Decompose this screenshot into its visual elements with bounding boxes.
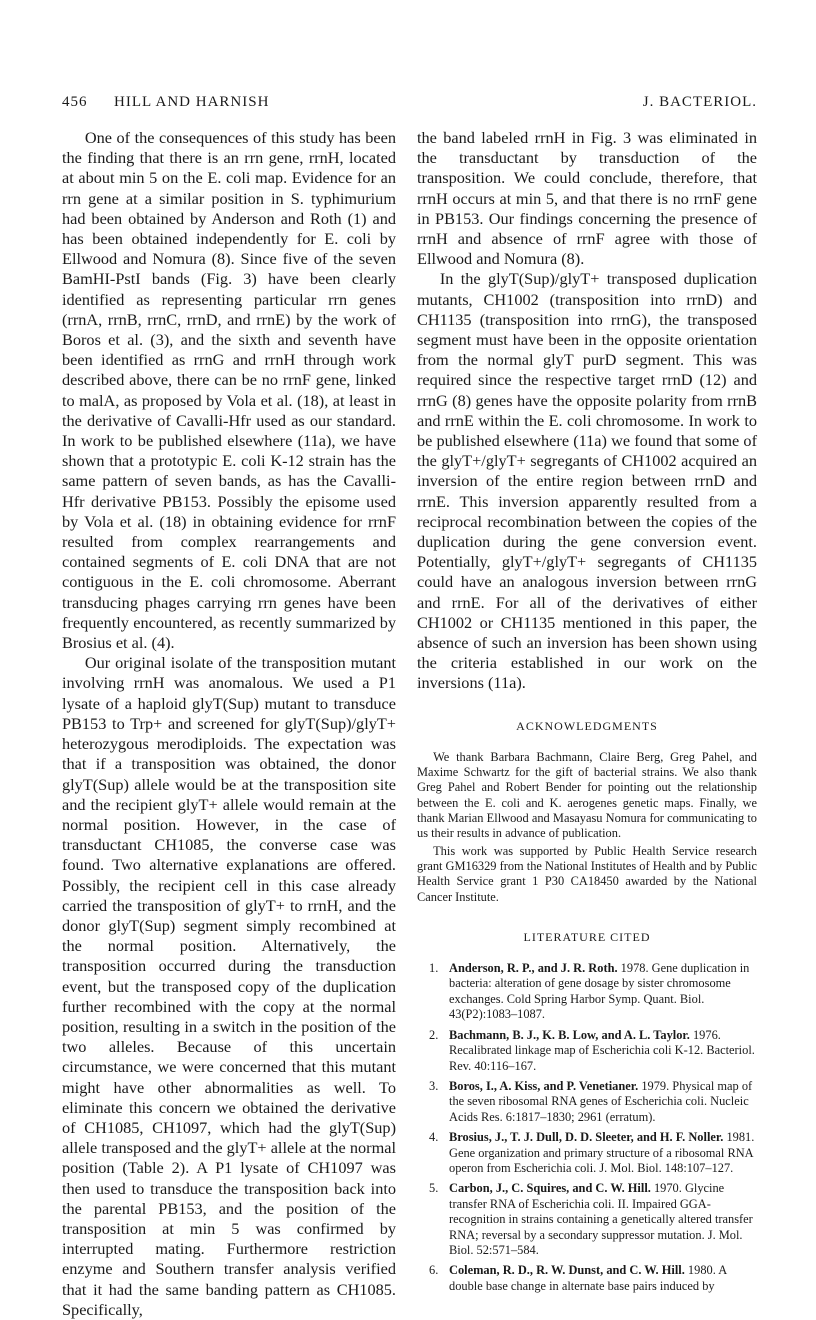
paragraph-continuation: the band labeled rrnH in Fig. 3 was eliminated in the transductant by transduction of the transposition. We could conclude, therefore, that rrnH occurs at min 5, and that there is no rrnF gene in PB153. Our findings concerning the presence of rrnH and absence of rrnF agree with those of Ellwood and Nomura (8). [417,128,757,269]
right-column [417,128,757,1299]
acknowledgments-section [417,750,757,905]
reference-list [417,961,757,1294]
funding-paragraph: This work was supported by Public Health Service research grant GM16329 from the National Institutes of Health and by Public Health Service grant 1 P30 CA18450 awarded by the National Cancer Institute. [417,843,757,904]
paragraph-inversion: In the glyT(Sup)/glyT+ transposed duplication mutants, CH1002 (transposition into rrnD) and CH1135 (transposition into rrnG), the transposed segment must have been in the opposite orientation from the normal glyT purD segment. This was required since the respective target rrnD (12) and rrnG (8) genes have the opposite polarity from rrnB and rrnE within the E. coli chromosome. In work to be published elsewhere (11a) we found that some of the glyT+/glyT+ segregants of CH1002 acquired an inversion of the entire region between rrnD and rrnE. This inversion apparently resulted from a reciprocal recombination between the copies of the duplication during the gene conversion event. Potentially, glyT+/glyT+ segregants of CH1135 could have an analogous inversion between rrnG and rrnE. For all of the derivatives of either CH1002 or CH1135 mentioned in this paper, the absence of such an inversion has been shown using the criteria established in our work on the inversions (11a). [417,269,757,693]
reference-item: 4. Brosius, J., T. J. Dull, D. D. Sleeter, and H. F. Noller. 1981. Gene organization and primary structure of a ribosomal RNA operon from Escherichia coli. J. Mol. Biol. 148:107–127. [429,1130,755,1175]
running-header [62,94,757,116]
reference-item: 6. Coleman, R. D., R. W. Dunst, and C. W. Hill. 1980. A double base change in alternate base pairs induced by [429,1263,727,1293]
acknowledgments-paragraph: We thank Barbara Bachmann, Claire Berg, Greg Pahel, and Maxime Schwartz for the gift of bacterial strains. We also thank Greg Pahel and Robert Bender for pointing out the relationship between the E. coli and K. aerogenes genetic maps. Finally, we thank Marian Ellwood and Masayasu Nomura for communicating to us their results in advance of publication. [417,749,757,841]
reference-item: 3. Boros, I., A. Kiss, and P. Venetianer. 1979. Physical map of the seven ribosomal RNA genes of Escherichia coli. Nucleic Acids Res. 6:1817–1830; 2961 (erratum). [429,1078,753,1124]
paragraph-original-isolate: Our original isolate of the transposition mutant involving rrnH was anomalous. We used a P1 lysate of a haploid glyT(Sup) mutant to transduce PB153 to Trp+ and screened for glyT(Sup)/glyT+ heterozygous merodiploids. The expectation was that if a transposition was obtained, the donor glyT(Sup) allele would be at the transposition site and the recipient glyT+ allele would remain at the normal position. However, in the case of transductant CH1085, the converse case was found. Two alternative explanations are offered. Possibly, the recipient cell in this case already carried the transposition of glyT+ to rrnH, and the donor glyT(Sup) segment simply recombined at the normal position. Alternatively, the transposition occurred during the transduction event, but the transposed copy of the duplication further recombined with the copy at the normal position, resulting in a switch in the position of the two alleles. Because of this uncertain circumstance, we were concerned that this mutant might have other abnormalities as well. To eliminate this concern we obtained the derivative of CH1085, CH1097, which had the glyT(Sup) allele transposed and the glyT+ allele at the normal position (Table 2). A P1 lysate of CH1097 was then used to transduce the transposition back into the parental PB153, and the position of the transposition at min 5 was confirmed by interrupted mating. Furthermore restriction enzyme and Southern transfer analysis verified that it had the same banding pattern as CH1085. Specifically, [62,653,396,1319]
paragraph-rrnh-finding: One of the consequences of this study has been the finding that there is an rrn gene, rrnH, located at about min 5 on the E. coli map. Evidence for an rrn gene at a similar position in S. typhimurium had been obtained by Anderson and Roth (1) and has been obtained independently for E. coli by Ellwood and Nomura (8). Since five of the seven BamHI-PstI bands (Fig. 3) have been clearly identified as representing particular rrn genes (rrnA, rrnB, rrnC, rrnD, and rrnE) by the work of Boros et al. (3), and the sixth and seventh have been identified as rrnG and rrnH through work described above, there can be no rrnF gene, linked to malA, as proposed by Vola et al. (18), at least in the derivative of Cavalli-Hfr used as our standard. In work to be published elsewhere (11a), we have shown that a prototypic E. coli K-12 strain has the same pattern of seven bands, as has the Cavalli-Hfr derivative PB153. Possibly the episome used by Vola et al. (18) in obtaining evidence for rrnF resulted from complex rearrangements and contained segments of E. coli DNA that are not contiguous in the E. coli chromosome. Aberrant transducing phages carrying rrn genes have been frequently encountered, as recently summarized by Brosius et al. (4). [62,128,396,653]
left-column [62,128,396,1320]
journal-name: J. BACTERIOL. [642,94,757,110]
running-authors: HILL AND HARNISH [114,94,270,110]
reference-item: 5. Carbon, J., C. Squires, and C. W. Hill. 1970. Glycine transfer RNA of Escherichia coli. II. Impaired GGA-recognition in strains containing a genetically altered transfer RNA; reversal by a secondary suppressor mutation. J. Mol. Biol. 52:571–584. [429,1181,753,1257]
reference-item: 1. Anderson, R. P., and J. R. Roth. 1978. Gene duplication in bacteria: alteration of gene dosage by sister chromosome exchanges. Cold Spring Harbor Symp. Quant. Biol. 43(P2):1083–1087. [429,961,750,1022]
literature-heading: LITERATURE CITED [523,929,651,944]
reference-item: 2. Bachmann, B. J., K. B. Low, and A. L. Taylor. 1976. Recalibrated linkage map of Escherichia coli K-12. Bacteriol. Rev. 40:116–167. [429,1027,755,1073]
page-number: 456 [62,94,88,110]
acknowledgments-heading: ACKNOWLEDGMENTS [516,718,658,733]
